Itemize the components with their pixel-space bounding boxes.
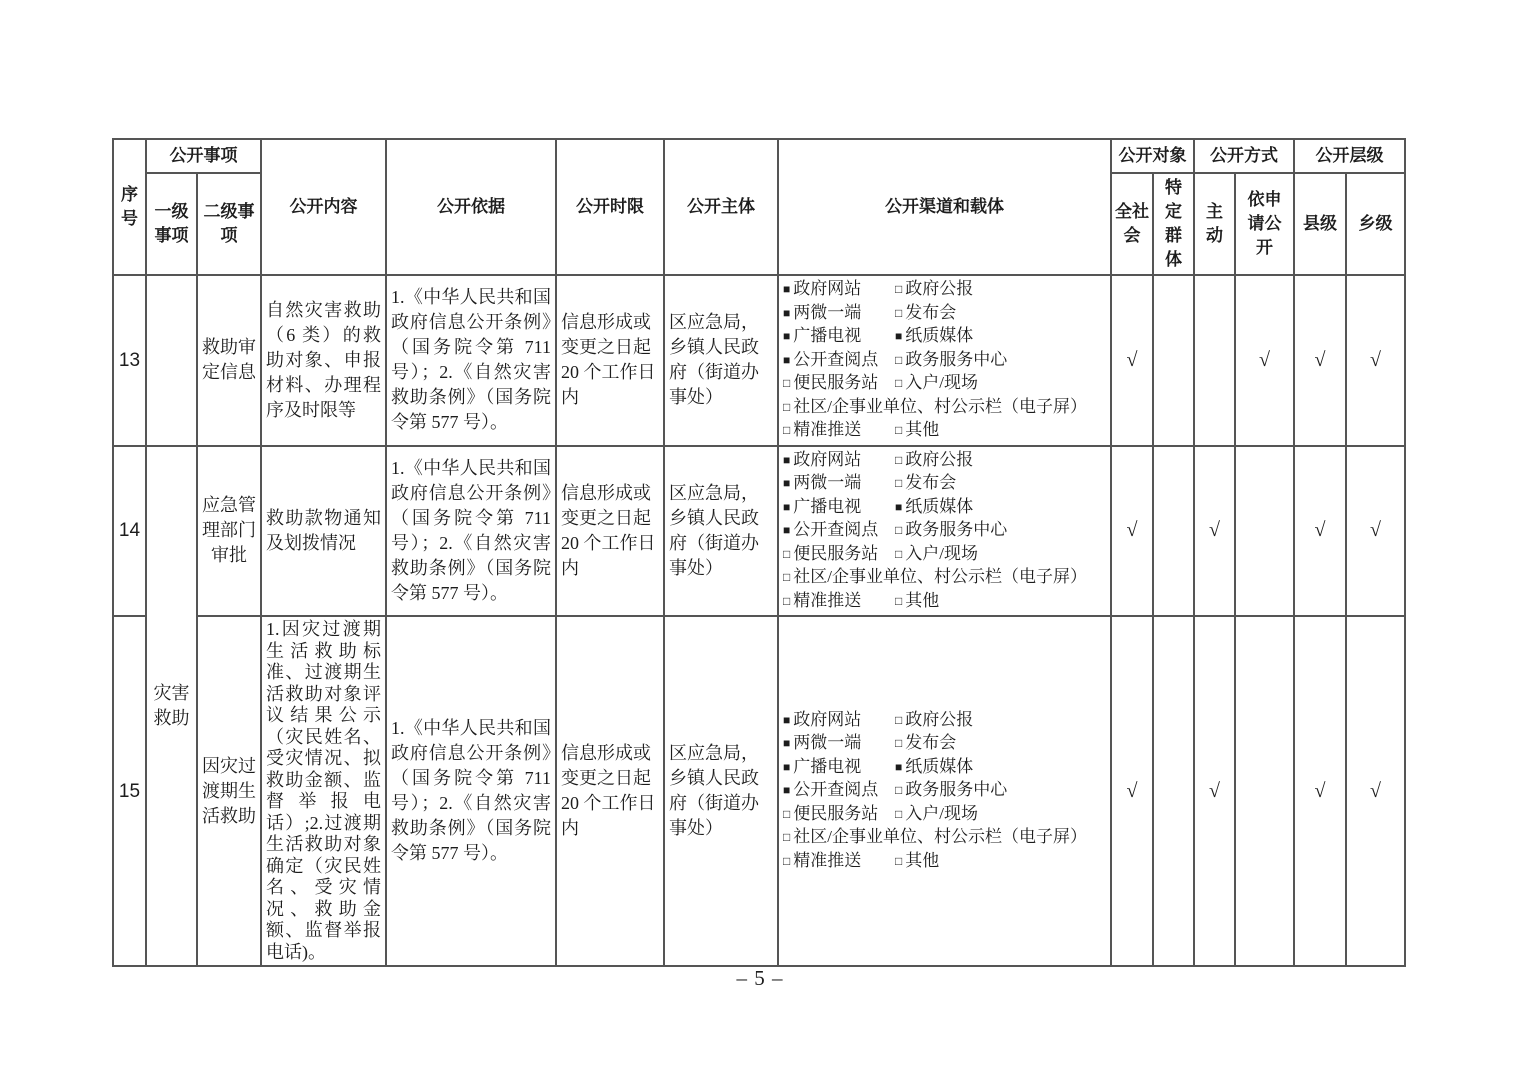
- table-row-15: [113, 616, 1405, 966]
- row-14-mark-county: √: [1294, 446, 1346, 617]
- row-15-seq: 15: [113, 616, 146, 966]
- channel-checkbox-icon: ■: [783, 523, 791, 537]
- channel-item: [783, 850, 895, 874]
- channel-checkbox-icon: ■: [783, 352, 791, 367]
- col-header-seq: 序号: [113, 139, 146, 275]
- row-15-subject: 区应急局，乡镇人民政府（街道办事处）: [664, 616, 778, 966]
- channel-checkbox-icon: ■: [783, 329, 791, 343]
- channel-item: [895, 325, 1106, 349]
- row-13-basis: 1.《中华人民共和国政府信息公开条例》（国务院令第 711 号）；2.《自然灾害救助条例》（国务院令第 577 号）。: [386, 275, 556, 446]
- row-13-channels: [778, 275, 1111, 446]
- channel-label: 社区/企事业单位、村公示栏（电子屏）: [793, 827, 1087, 847]
- channel-item: [783, 496, 895, 520]
- item-l1-disaster-relief: 灾害救助: [146, 446, 197, 967]
- page-number: – 5 –: [736, 966, 784, 990]
- channel-checkbox-icon: □: [783, 376, 791, 390]
- channel-checkbox-icon: ■: [783, 783, 791, 798]
- channel-label: 纸质媒体: [905, 756, 974, 776]
- channel-label: 其他: [905, 850, 940, 870]
- col-header-target-group: 公开对象: [1111, 139, 1194, 173]
- channel-checkbox-icon: ■: [783, 759, 791, 774]
- channel-label: 发布会: [905, 302, 957, 322]
- channel-label: 政府网站: [793, 709, 862, 729]
- channel-label: 政府网站: [793, 449, 862, 469]
- channel-item: [783, 325, 895, 349]
- channel-checkbox-icon: ■: [895, 759, 903, 774]
- channel-item: [895, 278, 1106, 302]
- row-14-mark-target-all: √: [1111, 446, 1153, 617]
- channels-list: [783, 278, 1106, 443]
- col-header-channels: 公开渠道和载体: [778, 139, 1111, 275]
- channel-label: 发布会: [905, 733, 957, 753]
- row-13-item-l2: 救助审定信息: [197, 275, 261, 446]
- channel-item: [895, 372, 1106, 396]
- channel-item: [783, 709, 895, 733]
- channel-label: 便民服务站: [793, 803, 879, 823]
- col-header-item-l2: 二级事项: [197, 173, 261, 275]
- channel-checkbox-icon: □: [895, 376, 903, 390]
- channel-item: [783, 826, 1106, 850]
- row-14-mark-proactive: √: [1194, 446, 1235, 617]
- channel-label: 其他: [905, 420, 940, 439]
- channel-checkbox-icon: □: [783, 806, 791, 821]
- channel-item: [895, 349, 1106, 373]
- row-15-mark-target-specific: [1153, 616, 1194, 966]
- channel-item: [783, 396, 1106, 420]
- row-14-mark-township: √: [1346, 446, 1405, 617]
- channel-label: 社区/企事业单位、村公示栏（电子屏）: [793, 567, 1087, 586]
- channel-item: [895, 803, 1106, 827]
- channel-item: [783, 419, 895, 443]
- channel-label: 入户/现场: [905, 543, 978, 563]
- channel-label: 两微一端: [793, 733, 862, 753]
- channel-label: 政府公报: [905, 279, 974, 298]
- table-row-14: [113, 446, 1405, 617]
- row-14-subject: 区应急局，乡镇人民政府（街道办事处）: [664, 446, 778, 617]
- channel-label: 政府公报: [905, 709, 974, 729]
- channel-checkbox-icon: □: [783, 570, 791, 584]
- channel-checkbox-icon: □: [783, 593, 791, 608]
- col-header-method-group: 公开方式: [1194, 139, 1294, 173]
- channel-label: 纸质媒体: [905, 496, 974, 516]
- channel-checkbox-icon: □: [783, 546, 791, 561]
- row-13-time-limit: 信息形成或变更之日起 20 个工作日内: [556, 275, 664, 446]
- channel-checkbox-icon: □: [783, 423, 791, 437]
- disclosure-table: [112, 138, 1406, 967]
- row-15-content: 1.因灾过渡期生活救助标准、过渡期生活救助对象评议结果公示（灾民姓名、受灾情况、拟救助金额、监督举报电话）;2.过渡期生活救助对象确定（灾民姓名、受灾情况、救助金额、监督举报电话)。: [261, 616, 386, 966]
- channel-label: 政府公报: [905, 449, 974, 469]
- channel-checkbox-icon: □: [895, 423, 903, 437]
- channel-label: 社区/企事业单位、村公示栏（电子屏）: [793, 396, 1087, 416]
- channel-label: 公开查阅点: [793, 780, 879, 800]
- row-15-basis: 1.《中华人民共和国政府信息公开条例》（国务院令第 711 号）；2.《自然灾害救助条例》（国务院令第 577 号）。: [386, 616, 556, 966]
- channel-item: [783, 566, 1106, 590]
- row-14-basis: 1.《中华人民共和国政府信息公开条例》（国务院令第 711 号）；2.《自然灾害救助条例》（国务院令第 577 号）。: [386, 446, 556, 617]
- col-header-item-l1: 一级事项: [146, 173, 197, 275]
- row-13-seq: 13: [113, 275, 146, 446]
- channel-label: 纸质媒体: [905, 326, 974, 345]
- table-row-13: [113, 275, 1405, 446]
- col-header-level-group: 公开层级: [1294, 139, 1405, 173]
- row-14-mark-target-specific: [1153, 446, 1194, 617]
- row-13-content: 自然灾害救助（6 类）的救助对象、申报材料、办理程序及时限等: [261, 275, 386, 446]
- header-row-1: [113, 139, 1405, 173]
- channel-item: [895, 519, 1106, 543]
- channel-checkbox-icon: ■: [783, 305, 791, 320]
- row-14-mark-on-request: [1235, 446, 1294, 617]
- channel-checkbox-icon: □: [895, 523, 903, 537]
- channel-checkbox-icon: □: [895, 546, 903, 561]
- row-13-mark-proactive: [1194, 275, 1235, 446]
- channel-item: [783, 302, 895, 326]
- channel-item: [895, 472, 1106, 496]
- channel-item: [895, 732, 1106, 756]
- channel-item: [783, 372, 895, 396]
- channel-label: 精准推送: [793, 850, 862, 870]
- channel-label: 政务服务中心: [905, 349, 1008, 369]
- col-header-target-all: 全社会: [1111, 173, 1153, 275]
- channel-checkbox-icon: □: [895, 712, 903, 727]
- channel-label: 两微一端: [793, 302, 862, 322]
- channel-label: 入户/现场: [905, 373, 978, 392]
- channels-list: [783, 709, 1106, 874]
- col-header-level-county: 县级: [1294, 173, 1346, 275]
- channel-item: [783, 349, 895, 373]
- row-13-mark-township: √: [1346, 275, 1405, 446]
- channel-label: 政务服务中心: [905, 780, 1008, 800]
- col-header-items-group: 公开事项: [146, 139, 261, 173]
- channel-label: 政府网站: [793, 279, 862, 298]
- channel-checkbox-icon: □: [895, 853, 903, 868]
- channel-item: [783, 472, 895, 496]
- channel-checkbox-icon: ■: [895, 499, 903, 514]
- channel-item: [783, 803, 895, 827]
- row-15-mark-target-all: √: [1111, 616, 1153, 966]
- channel-checkbox-icon: □: [783, 830, 791, 845]
- channel-item: [895, 496, 1106, 520]
- channel-label: 公开查阅点: [793, 520, 879, 539]
- col-header-time-limit: 公开时限: [556, 139, 664, 275]
- channel-checkbox-icon: □: [895, 476, 903, 490]
- row-14-channels: [778, 446, 1111, 617]
- row-13-subject: 区应急局，乡镇人民政府（街道办事处）: [664, 275, 778, 446]
- col-header-basis: 公开依据: [386, 139, 556, 275]
- channel-checkbox-icon: □: [895, 736, 903, 751]
- row-14-time-limit: 信息形成或变更之日起 20 个工作日内: [556, 446, 664, 617]
- channel-label: 入户/现场: [905, 803, 978, 823]
- channel-item: [895, 543, 1106, 567]
- channel-label: 广播电视: [793, 326, 862, 345]
- channel-checkbox-icon: ■: [783, 282, 791, 296]
- channel-label: 两微一端: [793, 473, 862, 492]
- channel-item: [783, 732, 895, 756]
- col-header-subject: 公开主体: [664, 139, 778, 275]
- channel-label: 其他: [905, 590, 940, 610]
- channel-label: 精准推送: [793, 420, 862, 439]
- row-15-channels: [778, 616, 1111, 966]
- channel-item: [783, 590, 895, 614]
- channel-label: 便民服务站: [793, 543, 879, 563]
- channel-label: 广播电视: [793, 496, 862, 516]
- row-15-mark-on-request: [1235, 616, 1294, 966]
- row-13-mark-target-all: √: [1111, 275, 1153, 446]
- row-15-mark-county: √: [1294, 616, 1346, 966]
- row-14-content: 救助款物通知及划拨情况: [261, 446, 386, 617]
- col-header-method-on-request: 依申请公开: [1235, 173, 1294, 275]
- channel-checkbox-icon: □: [895, 806, 903, 821]
- col-header-level-township: 乡级: [1346, 173, 1405, 275]
- row-15-time-limit: 信息形成或变更之日起 20 个工作日内: [556, 616, 664, 966]
- channel-checkbox-icon: □: [783, 399, 791, 414]
- row-13-mark-county: √: [1294, 275, 1346, 446]
- channel-checkbox-icon: ■: [783, 476, 791, 490]
- channel-item: [895, 419, 1106, 443]
- channel-item: [783, 449, 895, 473]
- channel-item: [783, 543, 895, 567]
- channel-checkbox-icon: ■: [783, 452, 791, 467]
- channel-checkbox-icon: □: [895, 452, 903, 467]
- channels-list: [783, 449, 1106, 614]
- row-13-item-l1: [146, 275, 197, 446]
- row-15-mark-township: √: [1346, 616, 1405, 966]
- row-15-item-l2: 因灾过渡期生活救助: [197, 616, 261, 966]
- channel-checkbox-icon: ■: [783, 712, 791, 727]
- row-13-mark-target-specific: [1153, 275, 1194, 446]
- channel-checkbox-icon: ■: [783, 499, 791, 514]
- col-header-method-proactive: 主动: [1194, 173, 1235, 275]
- channel-item: [783, 756, 895, 780]
- channel-item: [895, 756, 1106, 780]
- channel-checkbox-icon: ■: [783, 736, 791, 751]
- channel-label: 便民服务站: [793, 373, 879, 392]
- channel-item: [895, 302, 1106, 326]
- channel-item: [783, 519, 895, 543]
- row-15-mark-proactive: √: [1194, 616, 1235, 966]
- channel-label: 公开查阅点: [793, 349, 879, 369]
- row-14-seq: 14: [113, 446, 146, 617]
- channel-label: 精准推送: [793, 590, 862, 610]
- channel-item: [783, 278, 895, 302]
- col-header-target-specific: 特定群体: [1153, 173, 1194, 275]
- channel-item: [895, 590, 1106, 614]
- channel-item: [895, 449, 1106, 473]
- row-13-mark-on-request: √: [1235, 275, 1294, 446]
- channel-checkbox-icon: □: [783, 853, 791, 868]
- channel-label: 政务服务中心: [905, 520, 1008, 539]
- col-header-content: 公开内容: [261, 139, 386, 275]
- channel-checkbox-icon: □: [895, 352, 903, 367]
- channel-checkbox-icon: □: [895, 783, 903, 798]
- channel-label: 发布会: [905, 473, 957, 492]
- channel-checkbox-icon: □: [895, 593, 903, 608]
- channel-item: [783, 779, 895, 803]
- channel-checkbox-icon: □: [895, 305, 903, 320]
- channel-item: [895, 709, 1106, 733]
- channel-checkbox-icon: ■: [895, 329, 903, 343]
- channel-checkbox-icon: □: [895, 282, 903, 296]
- channel-item: [895, 779, 1106, 803]
- channel-item: [895, 850, 1106, 874]
- channel-label: 广播电视: [793, 756, 862, 776]
- row-14-item-l2: 应急管理部门审批: [197, 446, 261, 617]
